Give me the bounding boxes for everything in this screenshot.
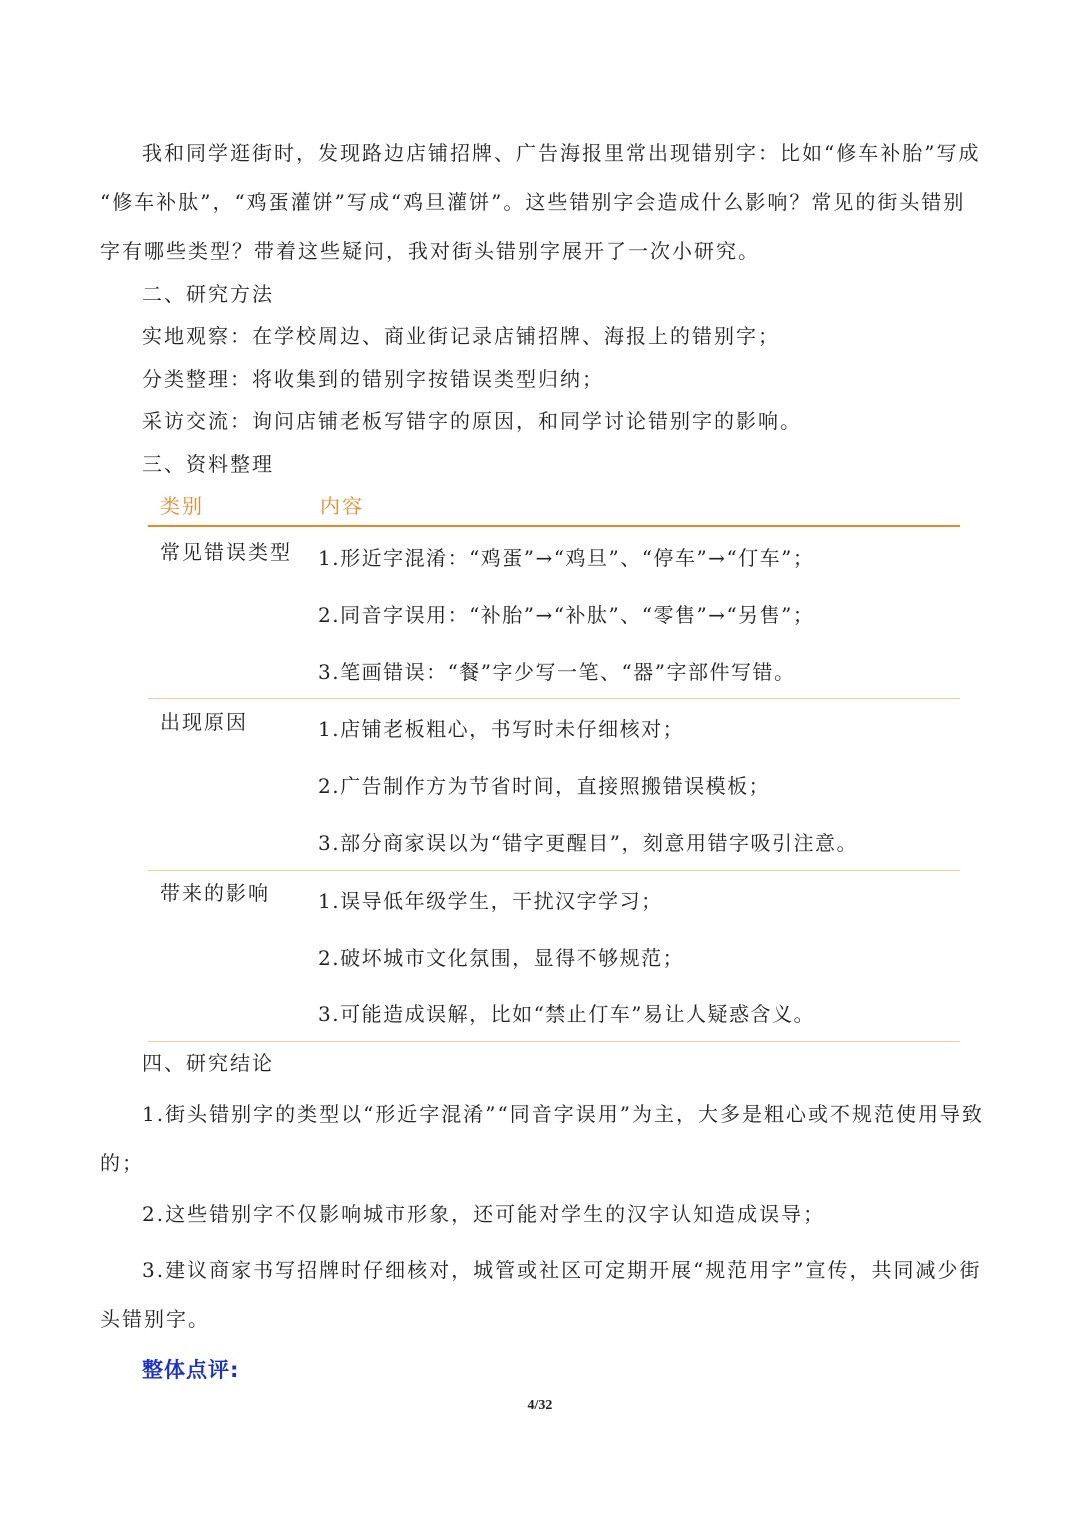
method-item-interview: 采访交流：询问店铺老板写错字的原因，和同学讨论错别字的影响。: [142, 409, 802, 433]
table-row-item: 1.误导低年级学生，干扰汉字学习；: [318, 889, 663, 913]
method-item-classify: 分类整理：将收集到的错别字按错误类型归纳；: [142, 367, 604, 391]
intro-line-1: 我和同学逛街时，发现路边店铺招牌、广告海报里常出现错别字：比如“修车补胎”写成: [142, 141, 981, 165]
conclusion-3-line-2: 头错别字。: [100, 1307, 210, 1331]
table-row-category: 带来的影响: [160, 881, 270, 905]
table-row-divider: [148, 870, 960, 871]
conclusion-1-line-1: 1.街头错别字的类型以“形近字混淆”“同音字误用”为主，大多是粗心或不规范使用导致: [142, 1102, 984, 1126]
table-row-item: 2.破坏城市文化氛围，显得不够规范；: [318, 946, 685, 970]
method-item-observe: 实地观察：在学校周边、商业街记录店铺招牌、海报上的错别字；: [142, 324, 780, 348]
table-row-divider: [148, 698, 960, 699]
table-bottom-rule: [148, 1041, 960, 1042]
data-section-heading: 三、资料整理: [142, 452, 274, 476]
table-row-item: 3.笔画错误：“餐”字少写一笔、“器”字部件写错。: [318, 660, 796, 684]
overall-comment-label: 整体点评:: [142, 1358, 240, 1382]
conclusion-1-line-2: 的；: [100, 1151, 144, 1175]
table-row-category: 常见错误类型: [160, 540, 292, 564]
table-row-category: 出现原因: [160, 710, 248, 734]
conclusion-2: 2.这些错别字不仅影响城市形象，还可能对学生的汉字认知造成误导；: [142, 1202, 826, 1226]
table-header-category: 类别: [160, 494, 204, 518]
table-row-item: 3.部分商家误以为“错字更醒目”，刻意用错字吸引注意。: [318, 831, 859, 855]
table-row-item: 2.广告制作方为节省时间，直接照搬错误模板；: [318, 774, 771, 798]
table-row-item: 2.同音字误用：“补胎”→“补肽”、“零售”→“另售”；: [318, 603, 815, 627]
page-number: 4/32: [527, 1398, 553, 1413]
table-row-item: 3.可能造成误解，比如“禁止仃车”易让人疑惑含义。: [318, 1002, 816, 1026]
methods-heading: 二、研究方法: [142, 282, 274, 306]
data-table: [148, 488, 960, 1043]
conclusion-3-line-1: 3.建议商家书写招牌时仔细核对，城管或社区可定期开展“规范用字”宣传，共同减少街: [142, 1258, 982, 1282]
table-header-content: 内容: [320, 494, 364, 518]
intro-line-3: 字有哪些类型？带着这些疑问，我对街头错别字展开了一次小研究。: [100, 239, 760, 263]
intro-line-2: “修车补肽”，“鸡蛋灌饼”写成“鸡旦灌饼”。这些错别字会造成什么影响？常见的街头错别: [100, 190, 966, 214]
table-row-item: 1.形近字混淆：“鸡蛋”→“鸡旦”、“停车”→“仃车”；: [318, 546, 815, 570]
table-header-rule: [148, 525, 960, 527]
conclusion-heading: 四、研究结论: [142, 1051, 274, 1075]
table-row-item: 1.店铺老板粗心，书写时未仔细核对；: [318, 717, 685, 741]
